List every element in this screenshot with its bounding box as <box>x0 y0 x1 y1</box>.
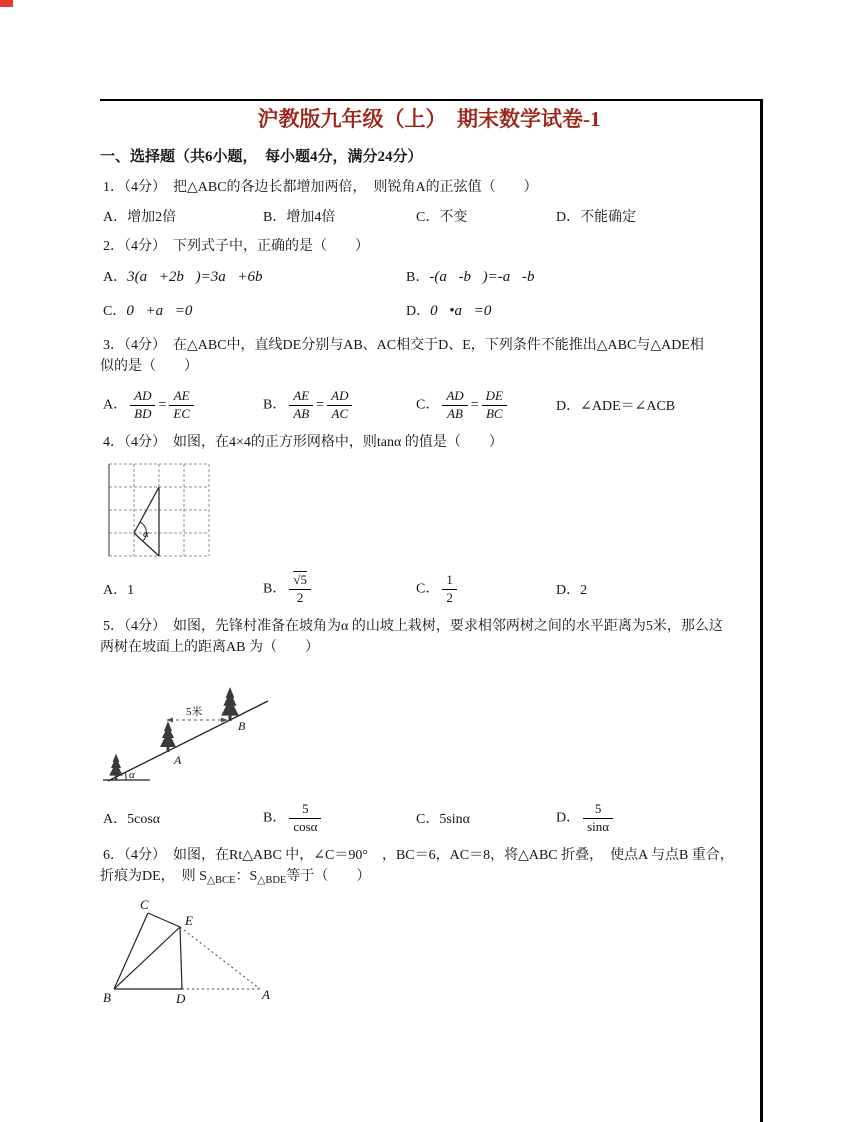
question-6-text-line1: 6．（4分） 如图，在Rt△ABC 中，∠C＝90° ，BC＝6，AC＝8，将△ABC 折叠， 使点A 与点B 重合， <box>103 847 734 863</box>
q3-option-b-fraction-2 <box>327 389 352 422</box>
numerator: AD <box>134 388 152 403</box>
q5-option-a: A．5cosα <box>103 812 161 828</box>
equals-sign: = <box>470 397 479 413</box>
q4-figure-grid <box>103 461 215 561</box>
numerator: 5 <box>594 800 602 816</box>
question-5-text-line2: 两树在坡面上的距离AB 为（ ） <box>100 639 319 655</box>
q3-option-b-fraction-1 <box>289 389 313 422</box>
tree-icon <box>221 687 239 721</box>
denominator: 2 <box>442 589 457 606</box>
q3-option-d <box>556 395 758 415</box>
numerator: AE <box>293 388 310 403</box>
q1-option-c: C．不变 <box>416 210 468 225</box>
question-6 <box>100 845 758 1007</box>
arrowhead-left <box>166 717 173 722</box>
question-5-options <box>100 802 758 835</box>
q1-option-a: A．增加2倍 <box>103 210 177 225</box>
q2-option-d-formula: 0⃗•a⃗=0 <box>430 303 492 319</box>
q3-option-c-fraction-2 <box>482 389 507 422</box>
page-content <box>100 104 758 1007</box>
q1-option-b: B．增加4倍 <box>263 210 336 225</box>
page-title: 沪教版九年级（上） 期末数学试卷-1 <box>257 107 601 131</box>
denominator: AB <box>289 405 313 422</box>
question-3-options <box>100 389 758 422</box>
q3-option-a <box>103 389 263 422</box>
point-a-label: A <box>174 752 182 767</box>
q4-option-b <box>263 573 416 606</box>
question-6-text-line2 <box>100 866 758 891</box>
q3-option-a-fraction-2 <box>169 389 194 422</box>
question-3-text-line1: 3．（4分） 在△ABC中，直线DE分别与AB、AC相交于D、E，下列条件不能推出△ABC与△ADE相 <box>103 338 704 353</box>
q2-option-b <box>406 264 546 291</box>
q2-option-c <box>103 298 406 325</box>
question-4 <box>100 432 758 606</box>
q5-option-b <box>263 802 416 835</box>
q3-option-b-label: B． <box>263 397 287 413</box>
question-1-text: 1．（4分） 把△ABC的各边长都增加两倍， 则锐角A的正弦值（ ） <box>103 180 538 195</box>
q2-option-b-formula: -(a⃗-b⃗)=-a⃗-b⃗ <box>429 269 547 285</box>
question-2-options-row1 <box>100 264 758 291</box>
dotted-EA <box>180 927 260 989</box>
side-CE <box>148 913 180 927</box>
q4-option-c-fraction <box>442 573 457 606</box>
fold-line-ED <box>180 927 182 989</box>
q3-option-d-text: ∠ADE＝∠ACB <box>580 399 676 415</box>
question-1 <box>100 177 758 226</box>
q6-subscript-2: △BDE <box>257 874 287 886</box>
alpha-label: α <box>143 527 149 540</box>
q5-figure-slope <box>100 668 278 790</box>
q2-option-a-formula: 3(a⃗+2b⃗)=3a⃗+6b⃗ <box>127 269 275 285</box>
q2-option-b-label: B． <box>406 270 430 285</box>
question-5 <box>100 616 758 835</box>
q3-option-d-label: D． <box>556 399 581 415</box>
q2-option-c-label: C． <box>103 304 127 319</box>
angle-arc <box>125 772 126 780</box>
equals-sign: = <box>316 397 325 413</box>
q2-option-d <box>406 298 491 325</box>
q4-option-c <box>416 573 556 606</box>
question-3 <box>100 335 758 422</box>
tree-icon <box>109 753 123 779</box>
q5-option-b-fraction <box>289 802 321 835</box>
point-a-label: A <box>262 986 270 1002</box>
numerator: 1 <box>446 571 453 587</box>
red-corner-mark <box>0 0 13 7</box>
q6-text-part1: 折痕为DE， 则 S <box>100 868 207 884</box>
denominator: EC <box>169 405 194 422</box>
q4-option-b-fraction <box>289 573 311 606</box>
section-header: 一、选择题（共6小题， 每小题4分，满分24分） <box>100 149 423 165</box>
page-right-border <box>760 99 763 1122</box>
point-b-label: B <box>103 989 111 1005</box>
top-rule <box>100 99 762 101</box>
question-4-options <box>100 573 758 606</box>
point-d-label: D <box>176 990 186 1006</box>
q4-option-c-label: C． <box>416 581 440 597</box>
denominator: AC <box>327 405 352 422</box>
tree-icon <box>160 721 176 752</box>
q3-option-a-label: A． <box>103 397 128 413</box>
q3-option-c-fraction-1 <box>442 389 467 422</box>
point-e-label: E <box>185 912 193 928</box>
q3-option-b <box>263 389 416 422</box>
q5-option-b-label: B． <box>263 810 287 826</box>
point-b-label: B <box>238 718 246 733</box>
q6-text-part3: 等于（ ） <box>286 868 371 884</box>
q3-option-a-fraction-1 <box>130 389 155 422</box>
denominator: BD <box>130 405 155 422</box>
numerator: AD <box>331 388 349 403</box>
denominator: cosα <box>289 818 321 835</box>
denominator: AB <box>442 405 467 422</box>
question-2-options-row2 <box>100 298 758 325</box>
equals-sign: = <box>158 397 167 413</box>
question-1-options <box>100 206 758 226</box>
numerator: 5 <box>302 800 309 816</box>
question-5-text-line1: 5．（4分） 如图，先锋村准备在坡角为α 的山坡上栽树，要求相邻两树之间的水平距离为5米，那么这 <box>103 618 723 634</box>
question-2-text: 2．（4分） 下列式子中，正确的是（ ） <box>103 239 369 254</box>
q2-option-d-label: D． <box>406 304 431 319</box>
q4-option-a: A．1 <box>103 583 135 599</box>
q2-option-a-label: A． <box>103 270 128 285</box>
question-3-text-line2: 似的是（ ） <box>100 359 198 374</box>
numerator: AD <box>446 388 464 403</box>
alpha-label: α <box>129 768 135 781</box>
side-BE <box>114 927 180 989</box>
point-c-label: C <box>140 898 149 912</box>
q5-option-d <box>556 802 758 835</box>
distance-label: 5米 <box>186 705 203 718</box>
q4-option-b-label: B． <box>263 581 287 597</box>
q6-figure-triangle <box>102 899 287 1007</box>
q3-option-c-label: C． <box>416 397 440 413</box>
q4-option-d: D．2 <box>556 583 588 599</box>
denominator: sinα <box>583 818 613 835</box>
numerator: AE <box>173 388 190 403</box>
numerator: DE <box>485 388 503 403</box>
denominator: 2 <box>289 589 311 606</box>
q3-option-c <box>416 389 556 422</box>
question-4-text: 4．（4分） 如图，在4×4的正方形网格中，则tanα 的值是（ ） <box>103 434 503 450</box>
q5-option-d-fraction <box>583 802 613 835</box>
side-BC <box>114 913 148 989</box>
q5-option-d-label: D． <box>556 810 581 826</box>
q2-option-c-formula: 0⃗+a⃗=0⃗ <box>126 303 205 319</box>
q6-subscript-1: △BCE <box>206 874 236 886</box>
q5-option-c: C．5sinα <box>416 812 471 828</box>
denominator: BC <box>482 405 507 422</box>
q2-option-a <box>103 264 406 291</box>
question-2 <box>100 236 758 325</box>
q1-option-d: D．不能确定 <box>556 210 637 225</box>
numerator-sqrt: √5 <box>293 571 307 587</box>
q6-text-part2: ：S <box>235 868 258 884</box>
